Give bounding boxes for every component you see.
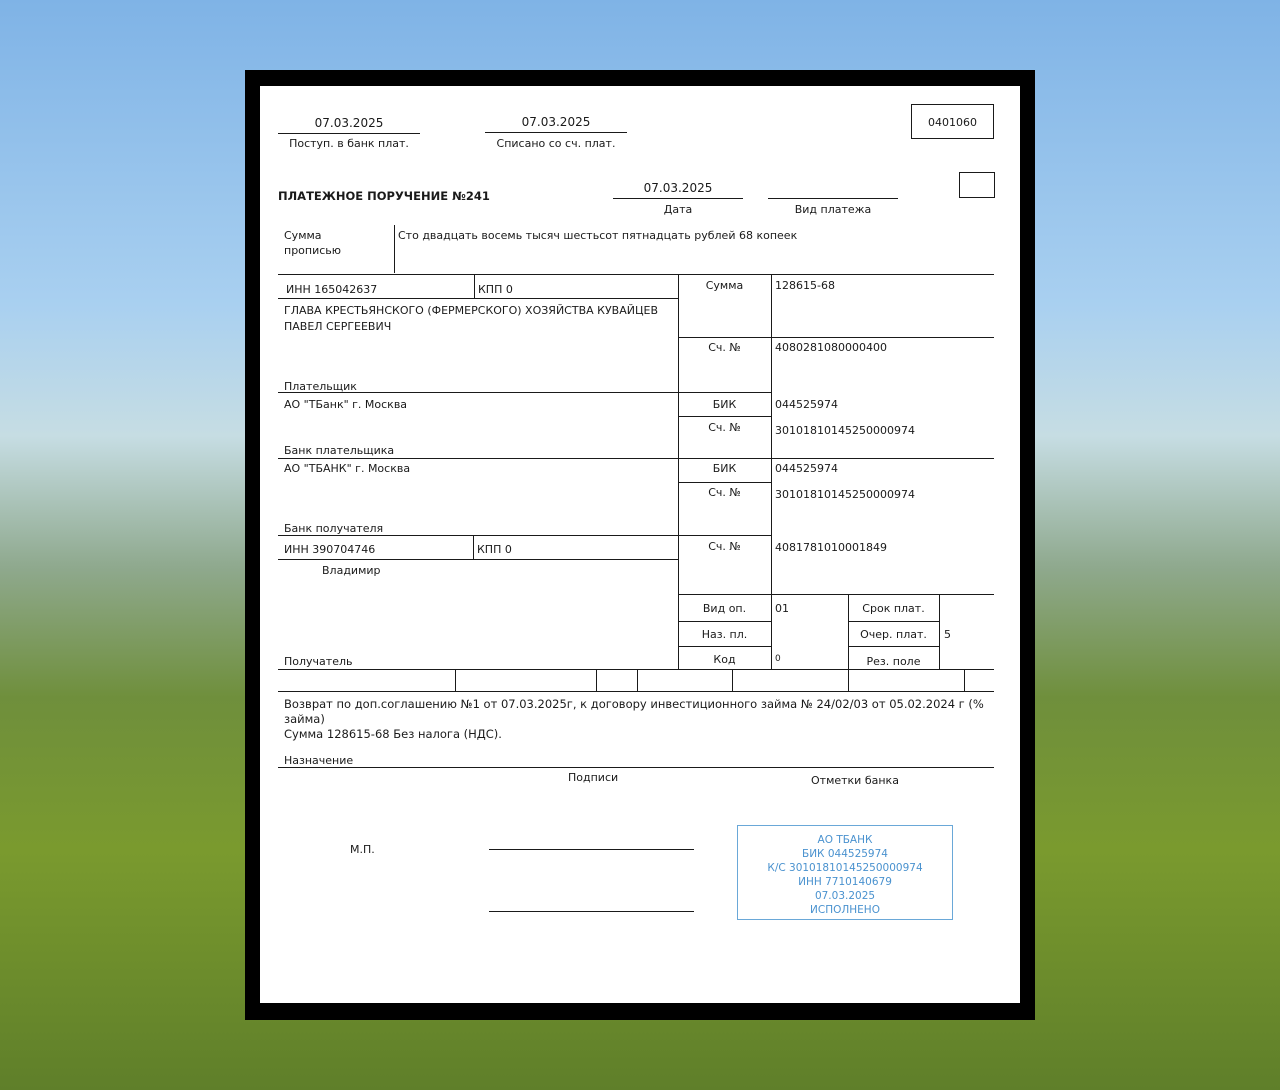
amount-words-label-2: прописью xyxy=(284,244,342,257)
divider xyxy=(278,559,678,560)
divider xyxy=(473,535,474,559)
bank-stamp xyxy=(737,825,953,920)
seal-label: М.П. xyxy=(350,843,375,856)
recipient-bank-account-label: Сч. № xyxy=(708,486,741,499)
op-type-label: Вид оп. xyxy=(702,602,747,615)
divider xyxy=(678,337,994,338)
stamp-line: ИСПОЛНЕНО xyxy=(810,904,880,916)
divider xyxy=(278,274,994,275)
amount-words-value: Сто двадцать восемь тысяч шестьсот пятнадцать рублей 68 копеек xyxy=(398,229,798,242)
payer-inn: ИНН 165042637 xyxy=(286,283,378,296)
signature-line-2 xyxy=(489,911,694,912)
stamp-line: АО ТБАНК xyxy=(817,834,873,846)
recipient-kpp: КПП 0 xyxy=(477,543,512,556)
payer-kpp: КПП 0 xyxy=(478,283,513,296)
recipient-bank-bik-label: БИК xyxy=(712,462,737,475)
divider xyxy=(771,274,772,670)
stamp-line: ИНН 7710140679 xyxy=(798,876,892,888)
divider xyxy=(278,691,994,692)
recipient-label: Получатель xyxy=(284,655,353,668)
divider xyxy=(278,458,994,459)
stamp-line: К/С 30101810145250000974 xyxy=(767,862,923,874)
divider xyxy=(278,298,678,299)
date-received-label: Поступ. в банк плат. xyxy=(289,137,409,150)
recipient-account-label: Сч. № xyxy=(708,540,741,553)
purpose-code-label: Наз. пл. xyxy=(701,628,748,641)
bank-marks-label: Отметки банка xyxy=(811,774,899,787)
payer-bank-bik-value: 044525974 xyxy=(775,398,838,411)
payer-bank-account-label: Сч. № xyxy=(708,421,741,434)
stamp-line: БИК 044525974 xyxy=(802,848,888,860)
divider xyxy=(678,416,771,417)
recipient-account-value: 4081781010001849 xyxy=(775,541,887,554)
recipient-bank-account-value: 30101810145250000974 xyxy=(775,488,915,501)
divider xyxy=(678,594,994,595)
divider xyxy=(964,669,965,691)
signature-line-1 xyxy=(489,849,694,850)
payer-bank-label: Банк плательщика xyxy=(284,444,395,457)
divider xyxy=(474,274,475,298)
recipient-bank-bik-value: 044525974 xyxy=(775,462,838,475)
amount-words-label: Сумма xyxy=(284,229,322,242)
op-type-value: 01 xyxy=(775,602,789,615)
sum-label: Сумма xyxy=(705,279,744,292)
divider xyxy=(678,621,771,622)
purpose-text xyxy=(284,697,994,742)
divider xyxy=(848,646,939,647)
code-label: Код xyxy=(713,653,736,666)
page-title: ПЛАТЕЖНОЕ ПОРУЧЕНИЕ №241 xyxy=(278,189,490,203)
divider xyxy=(278,133,420,134)
purpose-label: Назначение xyxy=(284,754,354,767)
queue-label: Очер. плат. xyxy=(860,628,927,641)
payer-bank-account-value: 30101810145250000974 xyxy=(775,424,915,437)
divider xyxy=(848,669,849,691)
order-date-label: Дата xyxy=(663,203,693,216)
payment-type-box xyxy=(959,172,995,198)
purpose-line2: Сумма 128615-68 Без налога (НДС). xyxy=(284,727,502,741)
signatures-label: Подписи xyxy=(568,771,619,784)
payer-bank-name: АО "ТБанк" г. Москва xyxy=(284,398,408,411)
divider xyxy=(732,669,733,691)
divider xyxy=(939,594,940,670)
divider xyxy=(678,482,771,483)
date-debited-label: Списано со сч. плат. xyxy=(496,137,616,150)
recipient-name: Владимир xyxy=(322,564,381,577)
divider xyxy=(637,669,638,691)
divider xyxy=(678,646,771,647)
order-date-value: 07.03.2025 xyxy=(643,181,713,195)
payer-label: Плательщик xyxy=(284,380,357,393)
form-code: 0401060 xyxy=(928,116,977,129)
recipient-bank-name: АО "ТБАНК" г. Москва xyxy=(284,462,411,475)
divider xyxy=(613,198,743,199)
divider xyxy=(278,535,771,536)
recipient-inn: ИНН 390704746 xyxy=(284,543,376,556)
queue-value: 5 xyxy=(944,628,951,641)
divider xyxy=(596,669,597,691)
date-received-value: 07.03.2025 xyxy=(314,116,384,130)
divider xyxy=(848,621,939,622)
payer-bank-bik-label: БИК xyxy=(712,398,737,411)
stamp-line: 07.03.2025 xyxy=(814,890,876,902)
code-value: 0 xyxy=(775,654,781,664)
divider xyxy=(485,132,627,133)
due-label: Срок плат. xyxy=(862,602,925,615)
divider xyxy=(278,669,994,670)
divider xyxy=(455,669,456,691)
purpose-line1: Возврат по доп.соглашению №1 от 07.03.2025г, к договору инвестиционного займа № 24/02/03 от 05.02.2024 г (% займа) xyxy=(284,697,984,726)
divider xyxy=(768,198,898,199)
payer-account-label: Сч. № xyxy=(708,341,741,354)
recipient-bank-label: Банк получателя xyxy=(284,522,384,535)
reserve-label: Рез. поле xyxy=(866,655,921,668)
sum-value: 128615-68 xyxy=(775,279,835,292)
payer-name-line1: ГЛАВА КРЕСТЬЯНСКОГО (ФЕРМЕРСКОГО) ХОЗЯЙСТВА КУВАЙЦЕВ xyxy=(284,304,658,317)
payer-account-value: 4080281080000400 xyxy=(775,341,887,354)
divider xyxy=(278,767,994,768)
date-debited-value: 07.03.2025 xyxy=(521,115,591,129)
payment-type-label: Вид платежа xyxy=(794,203,872,216)
payer-name-line2: ПАВЕЛ СЕРГЕЕВИЧ xyxy=(284,320,392,333)
divider xyxy=(394,225,395,273)
